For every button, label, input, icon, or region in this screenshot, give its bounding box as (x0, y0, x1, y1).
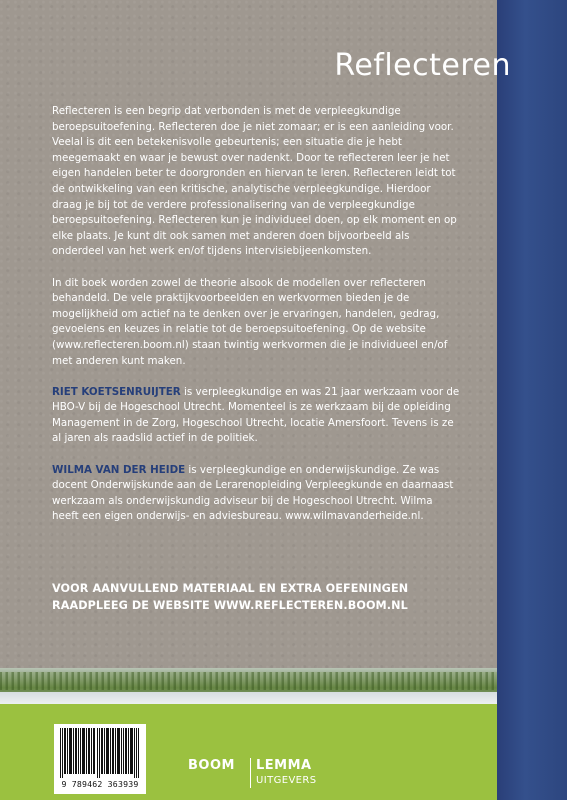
book-title: Reflecteren (334, 48, 511, 83)
callout-line-1: VOOR AANVULLEND MATERIAAL EN EXTRA OEFENINGEN (52, 582, 409, 595)
author-2-bio (52, 463, 462, 525)
landscape-photo-strip (0, 668, 497, 704)
author-1-bio (52, 385, 462, 447)
logo-boom: BOOM (188, 758, 235, 773)
blurb-paragraph-1: Reflecteren is een begrip dat verbonden is met de verpleegkundige beroepsuitoefening. Reflecteren doe je niet zomaar; er is een aanleiding voor. Veelal is dit een betekenisvolle gebeurtenis; een situatie die je hebt meegemaakt en waar je bewust over nadenkt. Door te reflecteren leer je het eigen handelen beter te doorgronden en hiervan te leren. Reflecteren leidt tot de ontwikkeling van een kritische, analytische verpleegkundige. Hierdoor draag je bij tot de verdere professionalisering van de verpleegkundige beroepsuitoefening. Reflecteren kun je individueel doen, op elk moment en op elke plaats. Je kunt dit ook samen met anderen doen bijvoorbeeld als onderdeel van het werk en/of tijdens intervisiebijeenkomsten. (52, 105, 457, 258)
author-2-name: WILMA VAN DER HEIDE (52, 463, 186, 476)
water-reflection (0, 692, 497, 704)
website-callout (52, 580, 482, 614)
isbn-number: 9 789462 363939 (61, 779, 139, 789)
author-1-name: RIET KOETSENRUIJTER (52, 385, 181, 398)
barcode (54, 724, 146, 794)
blurb-paragraph-2: In dit boek worden zowel de theorie alsook de modellen over reflecteren behandeld. De vele praktijkvoorbeelden en werkvormen bieden je de mogelijkheid om actief na te denken over je ervaringen, handelen, gedrag, gevoelens en keuzes in relatie tot de beroepsuitoefening. Op de website (www.reflecteren.boom.nl) staan twintig werkvormen die je individueel en/of met anderen kunt maken. (52, 276, 448, 367)
blue-spine-strip (497, 0, 567, 800)
author-2-bio-text: is verpleegkundige en onderwijskundige. Ze was docent Onderwijskunde aan de Lerarenopleiding Verpleegkunde en daarnaast werkzaam als onderwijskundig adviseur bij de Hogeschool Utrecht. Wilma heeft een eigen onderwijs- en adviesbureau. www.wilmavanderheide.nl. (52, 463, 454, 523)
blurb (52, 104, 462, 525)
logo-divider (250, 758, 251, 788)
publisher-logo (188, 758, 328, 792)
barcode-bars-icon (60, 728, 140, 778)
author-1-bio-text: is verpleegkundige en was 21 jaar werkzaam voor de HBO-V bij de Hogeschool Utrecht. Momenteel is ze werkzaam bij de opleiding Management in de Zorg, Hogeschool Utrecht, locatie Amersfoort. Tevens is ze al jaren als raadslid actief in de politiek. (52, 385, 460, 445)
logo-uitgevers: UITGEVERS (256, 775, 317, 786)
logo-lemma: LEMMA (256, 758, 312, 773)
reeds-texture (0, 672, 497, 690)
callout-line-2: RAADPLEEG DE WEBSITE WWW.REFLECTEREN.BOOM.NL (52, 599, 408, 612)
